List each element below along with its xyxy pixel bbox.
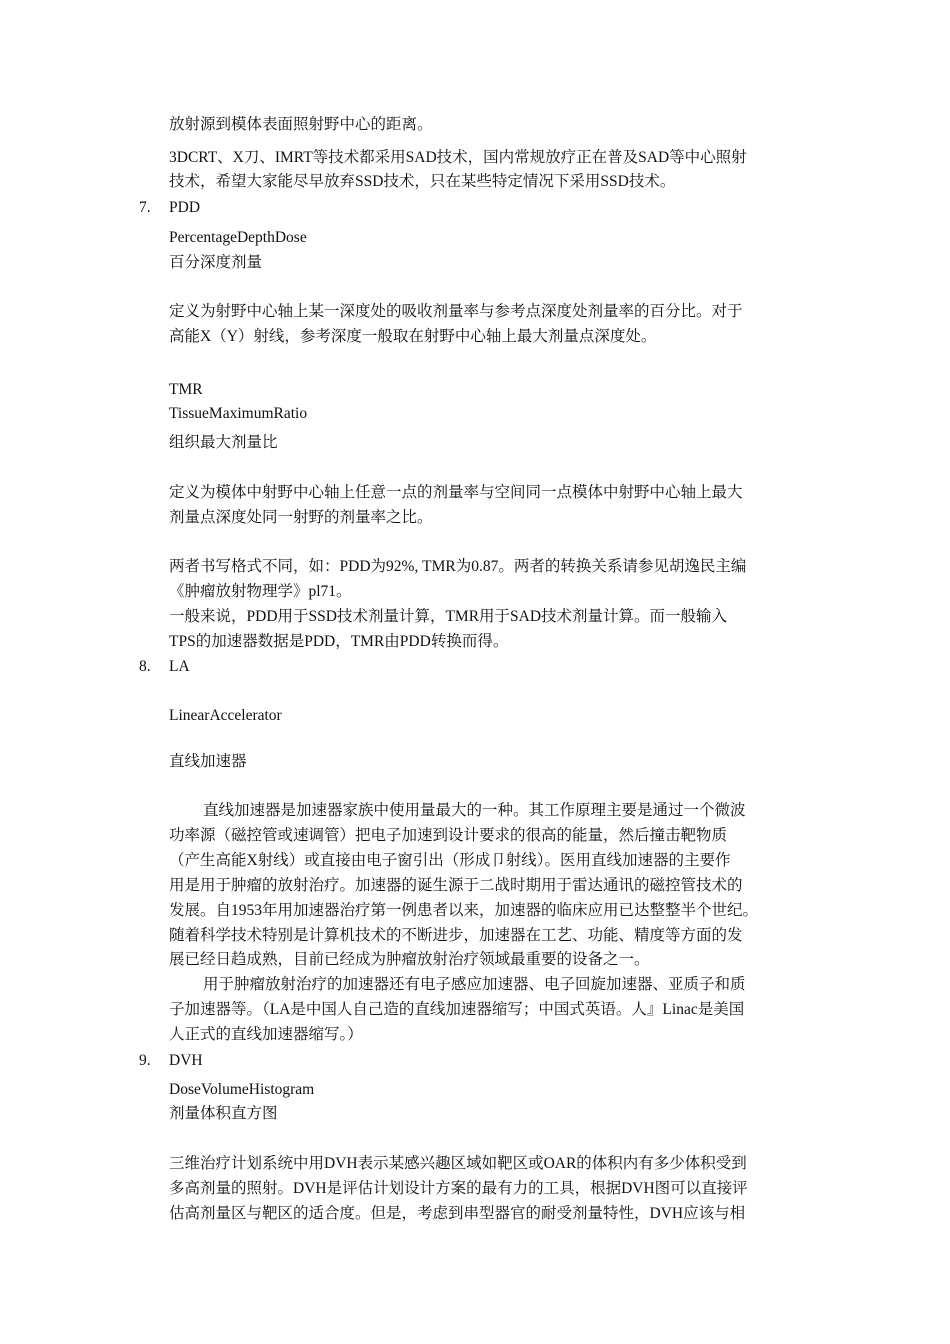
dvh-chinese-term: 剂量体积直方图 <box>169 1105 278 1122</box>
pdd-tmr-usage-line: 一般来说，PDD用于SSD技术剂量计算，TMR用于SAD技术剂量计算。而一般输入 <box>169 608 728 625</box>
sad-technique-line-cont: 技术，希望大家能尽早放弃SSD技术，只在某些特定情况下采用SSD技术。 <box>169 173 676 190</box>
tmr-definition-line-cont: 剂量点深度处同一射野的剂量率之比。 <box>169 509 433 526</box>
dvh-english-term: DoseVolumeHistogram <box>169 1081 315 1098</box>
section-7-number: 7. <box>139 199 151 216</box>
pdd-chinese-term: 百分深度剂量 <box>169 254 263 271</box>
dvh-paragraph-line-2: 多高剂量的照射。DVH是评估计划设计方案的最有力的工具，根据DVH图可以直接评 <box>169 1180 748 1197</box>
section-7-title: PDD <box>169 199 201 216</box>
tmr-chinese-term: 组织最大剂量比 <box>169 434 278 451</box>
section-9-number: 9. <box>139 1052 151 1069</box>
la-paragraph-1-line-4: 用是用于肿瘤的放射治疗。加速器的诞生源于二战时期用于雷达通讯的磁控管技术的 <box>169 877 743 894</box>
la-paragraph-1-line-6: 随着科学技术特别是计算机技术的不断进步，加速器在工艺、功能、精度等方面的发 <box>169 927 743 944</box>
section-8-number: 8. <box>139 658 151 675</box>
pdd-tmr-usage-line-cont: TPS的加速器数据是PDD，TMR由PDD转换而得。 <box>169 633 509 650</box>
la-paragraph-1-line-2: 功率源（磁控管或速调管）把电子加速到设计要求的很高的能量，然后撞击靶物质 <box>169 827 728 844</box>
sad-technique-line: 3DCRT、X刀、IMRT等技术都采用SAD技术，国内常规放疗正在普及SAD等中心照射 <box>169 149 747 166</box>
section-8-title: LA <box>169 658 190 675</box>
la-paragraph-2-line-2: 子加速器等。（LA是中国人自己造的直线加速器缩写；中国式英语。人』Linac是美国 <box>169 1001 745 1018</box>
pdd-definition-line-cont: 高能X（Y）射线，参考深度一般取在射野中心轴上最大剂量点深度处。 <box>169 328 657 345</box>
pdd-definition-line: 定义为射野中心轴上某一深度处的吸收剂量率与参考点深度处剂量率的百分比。对于 <box>169 303 743 320</box>
la-english-term: LinearAccelerator <box>169 707 282 724</box>
section-9-title: DVH <box>169 1052 203 1069</box>
tmr-definition-line: 定义为模体中射野中心轴上任意一点的剂量率与空间同一点模体中射野中心轴上最大 <box>169 484 743 501</box>
dvh-paragraph-line-3: 估高剂量区与靶区的适合度。但是，考虑到串型器官的耐受剂量特性，DVH应该与相 <box>169 1205 746 1222</box>
la-paragraph-2-line-1: 用于肿瘤放射治疗的加速器还有电子感应加速器、电子回旋加速器、亚质子和质 <box>203 976 746 993</box>
dvh-paragraph-line-1: 三维治疗计划系统中用DVH表示某感兴趣区域如靶区或OAR的体积内有多少体积受到 <box>169 1155 747 1172</box>
ssd-definition-line: 放射源到模体表面照射野中心的距离。 <box>169 116 433 133</box>
la-paragraph-2-line-3: 人正式的直线加速器缩写。） <box>169 1026 363 1043</box>
la-paragraph-1-line-5: 发展。自1953年用加速器治疗第一例患者以来，加速器的临床应用已达整整半个世纪。 <box>169 902 759 919</box>
pdd-tmr-comparison-line-cont: 《肿瘤放射物理学》pl71。 <box>169 583 352 600</box>
la-paragraph-1-line-7: 展已经日趋成熟，目前已经成为肿瘤放射治疗领域最重要的设备之一。 <box>169 951 650 968</box>
pdd-english-term: PercentageDepthDose <box>169 229 307 246</box>
tmr-abbreviation: TMR <box>169 381 203 398</box>
la-chinese-term: 直线加速器 <box>169 753 247 770</box>
la-paragraph-1-line-3: （产生高能X射线）或直接由电子窗引出（形成卩射线）。医用直线加速器的主要作 <box>169 852 731 869</box>
tmr-english-term: TissueMaximumRatio <box>169 405 308 422</box>
pdd-tmr-comparison-line: 两者书写格式不同，如：PDD为92%, TMR为0.87。两者的转换关系请参见胡逸民主编 <box>169 558 747 575</box>
la-paragraph-1-line-1: 直线加速器是加速器家族中使用量最大的一种。其工作原理主要是通过一个微波 <box>203 802 746 819</box>
